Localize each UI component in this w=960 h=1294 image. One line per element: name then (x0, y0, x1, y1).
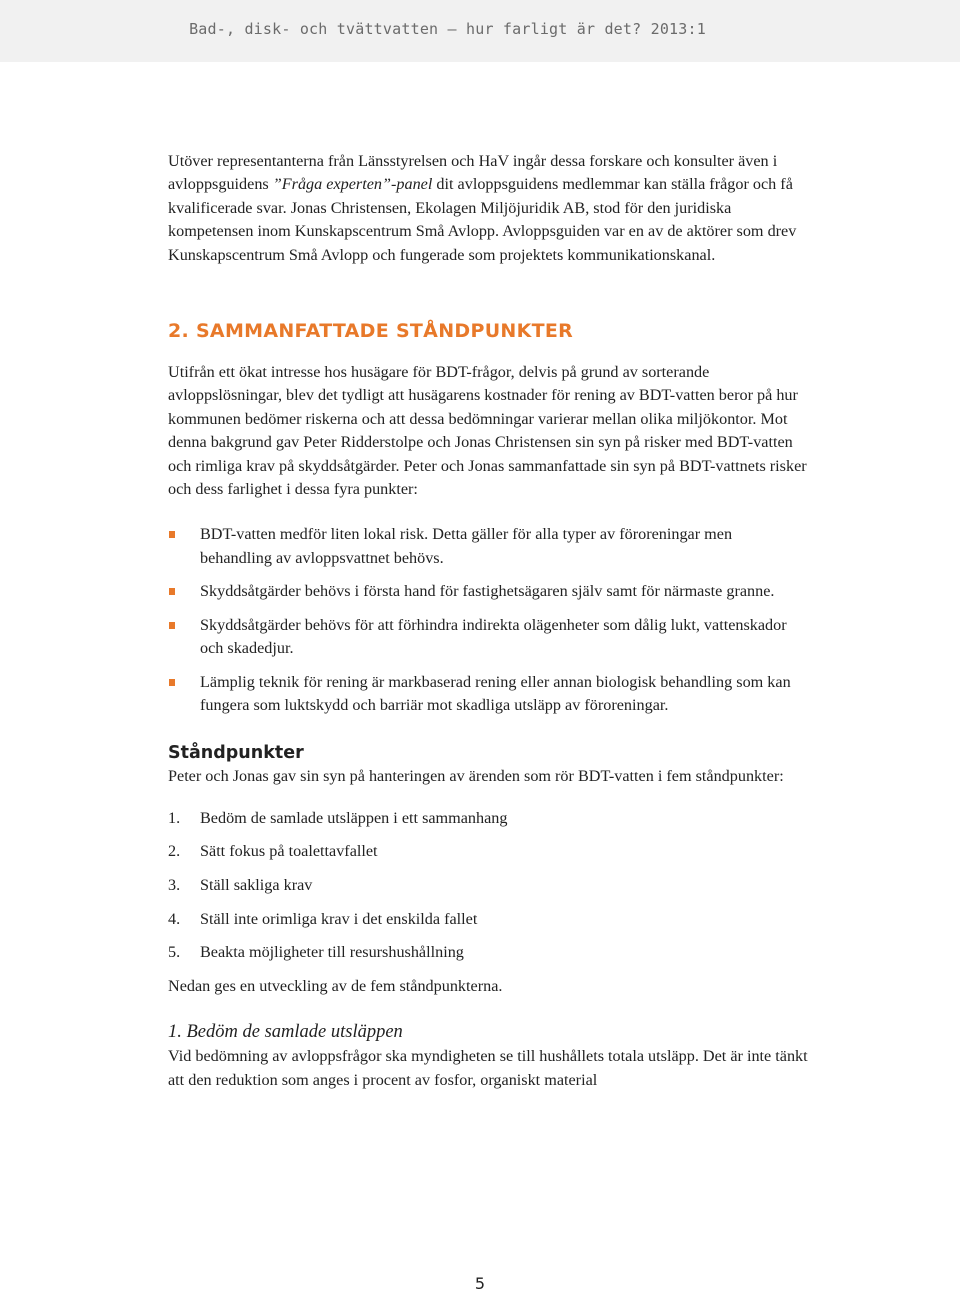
list-number: 1. (168, 808, 181, 827)
intro-text-end: dit avloppsguidens medlemmar kan ställa frågor och få kvalificerade svar. Jonas Christensen, Ekolagen Miljöjuridik AB, stod för den juridiska kompetensen inom Kunskapscentrum Små Avlopp. Avloppsguiden var en av de aktörer som drev Kunskapscentrum Små Avlopp och fungerade som projektets kommunikationskanal. (168, 175, 797, 264)
square-bullet-icon (169, 531, 175, 538)
section2-paragraph: Utifrån ett ökat intresse hos husägare för BDT-frågor, delvis på grund av sorterande avloppslösningar, blev det tydligt att husägarens kostnader för rening av BDT-vatten beror på hur kommunen bedömer riskerna och att dessa bedömningar varierar mellan olika miljökontor. Mot denna bakgrund gav Peter Ridderstolpe och Jonas Christensen sin syn på risker med BDT-vatten och rimliga krav på skyddsåtgärder. Peter och Jonas sammanfattade sin syn på BDT-vattnets risker och dess farlighet i dessa fyra punkter: (168, 363, 807, 499)
list-number: 4. (168, 909, 181, 928)
bullet-text: Skyddsåtgärder behövs för att förhindra indirekta olägenheter som dålig lukt, vattenskador och skadedjur. (200, 615, 787, 658)
bullet-text: Lämplig teknik för rening är markbaserad rening eller annan biologisk behandling som kan fungera som luktskydd och barriär mot skadliga utsläpp av föroreningar. (200, 672, 791, 714)
list-item (168, 671, 808, 718)
list-number: 5. (168, 943, 181, 962)
list-item (168, 523, 808, 570)
list-item (168, 840, 808, 874)
list-number: 3. (168, 875, 181, 894)
list-item (168, 874, 808, 908)
list-number: 2. (168, 842, 181, 861)
list-text: Sätt fokus på toalettavfallet (200, 842, 378, 861)
list-text: Ställ sakliga krav (200, 875, 313, 894)
bullet-text: Skyddsåtgärder behövs i första hand för fastighetsägaren själv samt för närmaste granne. (200, 582, 775, 601)
page-header (0, 0, 960, 62)
page-number: 5 (474, 1274, 486, 1293)
risk-bullet-list (168, 523, 808, 717)
list-text: Bedöm de samlade utsläppen i ett sammanhang (200, 808, 508, 827)
list-item (168, 580, 808, 603)
standpoints-intro: Peter och Jonas gav sin syn på hanteringen av ärenden som rör BDT-vatten i fem ståndpunkter: (168, 767, 784, 786)
square-bullet-icon (169, 588, 175, 595)
list-item (168, 807, 808, 841)
bullet-text: BDT-vatten medför liten lokal risk. Detta gäller för alla typer av föroreningar men behandling av avloppsvattnet behövs. (200, 525, 733, 567)
subsection-text: Vid bedömning av avloppsfrågor ska myndigheten se till hushållets totala utsläpp. Det är inte tänkt att den reduktion som anges i procent av fosfor, organiskt material (168, 1047, 808, 1089)
list-item (168, 941, 808, 975)
list-item (168, 614, 808, 661)
list-text: Ställ inte orimliga krav i det enskilda fallet (200, 909, 478, 928)
list-text: Beakta möjligheter till resurshushållning (200, 943, 464, 962)
standpoints-outro: Nedan ges en utveckling av de fem ståndpunkterna. (168, 976, 503, 995)
subsection-heading-bedom: 1. Bedöm de samlade utsläppen (168, 1022, 403, 1043)
page-content (168, 150, 808, 1092)
header-title: Bad-, disk- och tvättvatten – hur farligt är det? 2013:1 (189, 20, 706, 38)
intro-paragraph (168, 150, 808, 267)
square-bullet-icon (169, 622, 175, 629)
intro-italic-panel-name: ”Fråga experten”-panel (272, 175, 433, 194)
standpoints-numbered-list (168, 807, 808, 975)
section-heading-sammanfattade: 2. SAMMANFATTADE STÅNDPUNKTER (168, 320, 574, 343)
standpoints-heading: Ståndpunkter (168, 743, 304, 764)
intro-text-start: Utöver representanterna från Länsstyrelsen och HaV ingår dessa forskare och konsulter även i avloppsguidens (168, 152, 778, 194)
square-bullet-icon (169, 679, 175, 686)
list-item (168, 908, 808, 942)
